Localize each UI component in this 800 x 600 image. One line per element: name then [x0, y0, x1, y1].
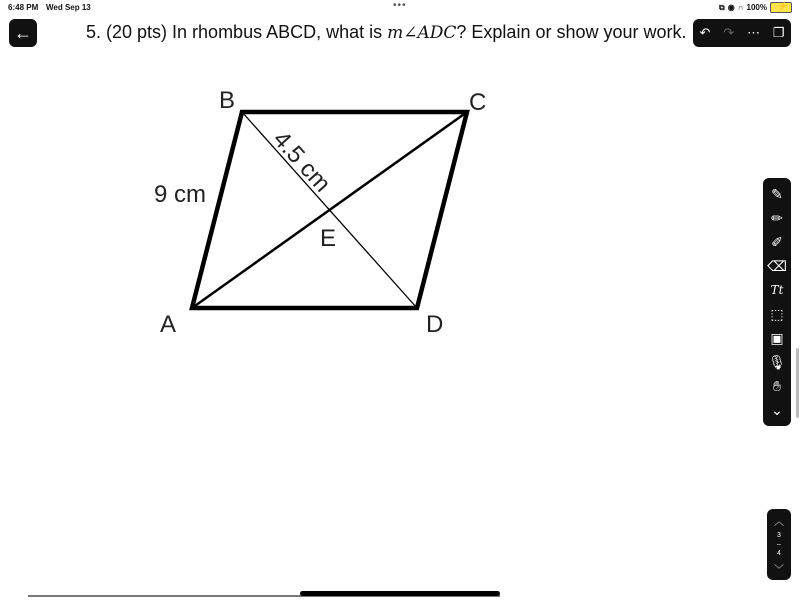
eraser-icon[interactable]: ⌫	[767, 258, 787, 274]
status-bar	[0, 0, 800, 14]
text-tool-icon[interactable]: Tt	[770, 283, 784, 297]
highlighter-icon[interactable]: ✐	[771, 234, 783, 250]
question-text	[86, 22, 687, 43]
vertex-label-d: D	[426, 311, 444, 338]
hand-icon[interactable]: ✋︎	[773, 378, 781, 394]
scroll-handle[interactable]	[796, 348, 799, 418]
question-prefix: 5. (20 pts) In rhombus ABCD, what is	[86, 22, 388, 42]
microphone-icon[interactable]: 🎙︎	[768, 354, 786, 370]
status-indicators	[719, 2, 792, 13]
shape-select-icon[interactable]: ⬚	[770, 306, 784, 322]
battery-icon: ⚡	[770, 2, 792, 13]
side-length-label: 9 cm	[154, 181, 207, 208]
multitasking-dots-icon[interactable]: •••	[393, 0, 407, 11]
page-separator: –	[777, 541, 781, 548]
page-indicator	[777, 531, 781, 558]
question-suffix: ? Explain or show your work.	[456, 22, 687, 42]
status-time: 6:48 PM	[8, 3, 39, 12]
back-button[interactable]	[9, 19, 37, 47]
status-date: Wed Sep 13	[46, 3, 91, 12]
question-math: m∠ADC	[387, 23, 457, 43]
chevron-up-icon[interactable]: ︿	[774, 517, 784, 528]
vertex-label-a: A	[160, 311, 177, 338]
screen-mirror-icon: ⧉	[719, 2, 725, 12]
vertex-label-b: B	[219, 87, 236, 114]
vertex-label-c: C	[469, 89, 487, 116]
more-icon[interactable]: ⋯	[747, 25, 760, 40]
rhombus-figure	[140, 80, 520, 350]
diagonal-length-label: 4.5 cm	[267, 125, 336, 198]
page-navigator	[767, 509, 791, 580]
arrow-left-icon: ←	[14, 22, 32, 43]
tool-palette	[763, 178, 791, 426]
pencil-icon[interactable]: ✏	[771, 210, 783, 226]
intersection-label-e: E	[320, 225, 337, 252]
undo-icon[interactable]: ↶	[699, 25, 711, 40]
lock-rotation-icon: ◉	[727, 3, 735, 12]
pages-icon[interactable]: ❐	[772, 25, 785, 40]
battery-percent: 100%	[746, 3, 767, 12]
redo-icon[interactable]: ↷	[723, 25, 735, 40]
chevron-down-icon[interactable]: ﹀	[774, 565, 784, 576]
image-icon[interactable]: ▣	[770, 330, 784, 346]
toolbar-actions	[693, 19, 791, 47]
page-current: 3	[777, 532, 781, 539]
top-toolbar	[0, 19, 800, 47]
page-total: 4	[777, 550, 781, 557]
home-indicator[interactable]	[300, 591, 500, 596]
headphones-icon: ∩	[737, 3, 744, 12]
chevron-down-icon[interactable]: ⌄	[771, 402, 783, 418]
diagonal-bd	[242, 112, 417, 308]
pen-icon[interactable]: ✎	[771, 186, 783, 202]
